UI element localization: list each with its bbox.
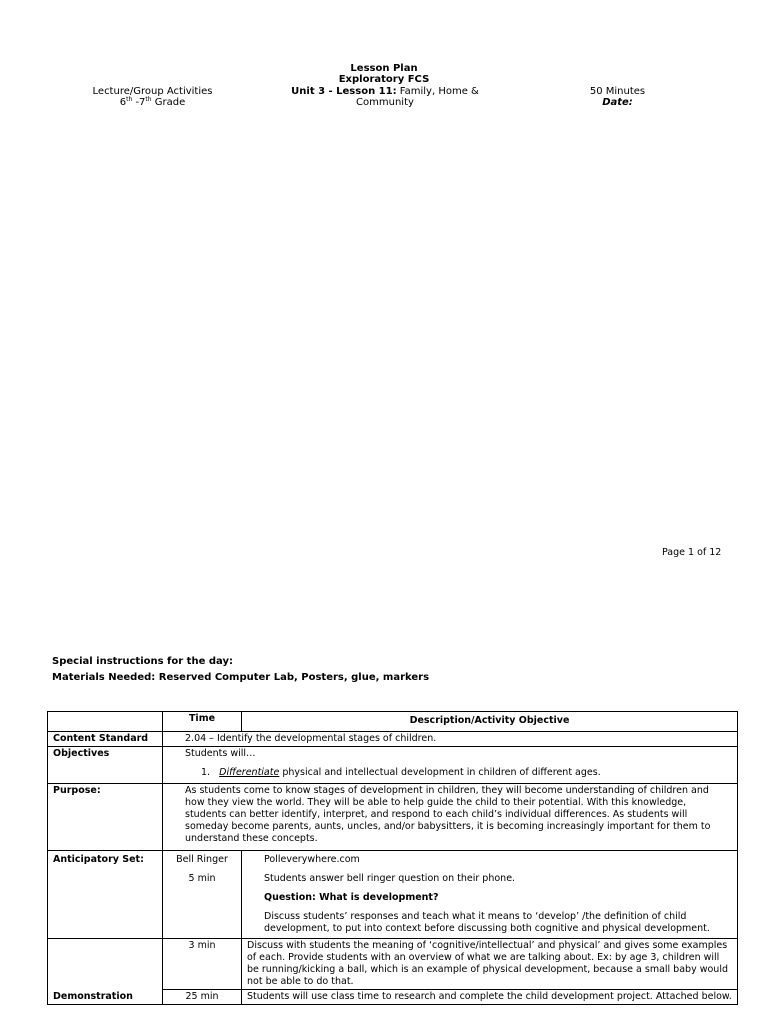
materials-needed: Materials Needed: Reserved Computer Lab, Posters, glue, markers xyxy=(52,672,430,683)
demonstration-label: Demonstration xyxy=(48,990,163,1005)
demo1-time: 3 min xyxy=(163,939,242,990)
header-description: Description/Activity Objective xyxy=(242,712,738,732)
demonstration-top-cell xyxy=(48,939,163,990)
table-header-row xyxy=(48,712,738,732)
demo1-text: Discuss with students the meaning of ‘cognitive/intellectual’ and physical’ and gives some examples of each. Provide students with an overview of what we are talking about. Ex: by age 3, children will be running/kicking a ball, which is an example of physical development, because a small baby would not be able to do that. xyxy=(242,939,738,990)
bell-ringer-question: Question: What is development? xyxy=(264,892,439,903)
header-empty-cell xyxy=(48,712,163,732)
course-title: Exploratory FCS xyxy=(338,74,430,85)
duration: 50 Minutes xyxy=(589,86,646,97)
grade-level: 6th -7th Grade xyxy=(119,96,186,108)
lecture-type: Lecture/Group Activities xyxy=(92,86,213,97)
objectives-cell xyxy=(163,747,738,784)
objectives-intro: Students will… xyxy=(185,748,256,759)
bell-ringer-desc: Students answer bell ringer question on their phone. xyxy=(264,873,516,884)
purpose-label: Purpose: xyxy=(48,784,163,851)
page-number: Page 1 of 12 xyxy=(662,547,722,558)
objective-item: 1. Differentiate physical and intellectual development in children of different ages. xyxy=(201,767,601,778)
unit-lesson: Unit 3 - Lesson 11: Family, Home & xyxy=(291,86,479,97)
table-row xyxy=(48,851,738,939)
discussion-text: Discuss students’ responses and teach what it means to ‘develop’ /the definition of child development, to put into context before discussing both cognitive and physical development. xyxy=(264,911,710,934)
anticipatory-desc-cell xyxy=(242,851,738,939)
table-row xyxy=(48,747,738,784)
content-standard-text: 2.04 – Identify the developmental stages of children. xyxy=(163,732,738,747)
demo2-text: Students will use class time to research and complete the child development project. Attached below. xyxy=(242,990,738,1005)
special-instructions: Special instructions for the day: xyxy=(52,656,233,667)
anticipatory-set-label: Anticipatory Set: xyxy=(48,851,163,939)
unit-lesson-line2: Community xyxy=(356,97,414,108)
table-row xyxy=(48,732,738,747)
date-label: Date: xyxy=(602,97,633,108)
anticipatory-time-cell xyxy=(163,851,242,939)
header-time: Time xyxy=(163,712,242,732)
content-standard-label: Content Standard xyxy=(48,732,163,747)
objectives-label: Objectives xyxy=(48,747,163,784)
bell-ringer-label: Bell Ringer xyxy=(176,854,228,865)
poll-site: Polleverywhere.com xyxy=(264,854,360,865)
lesson-table xyxy=(47,711,738,1005)
lesson-plan-title: Lesson Plan xyxy=(350,63,418,74)
bell-ringer-time: 5 min xyxy=(188,873,216,884)
table-row xyxy=(48,784,738,851)
purpose-text: As students come to know stages of development in children, they will become understanding of children and how they view the world. They will be able to help guide the child to their potential. With this knowledge, students can better identify, interpret, and respond to each child’s individual differences. As students will someday become parents, aunts, uncles, and/or babysitters, it is becoming increasingly important for them to understand these concepts. xyxy=(163,784,738,851)
table-row xyxy=(48,939,738,990)
demo2-time: 25 min xyxy=(163,990,242,1005)
table-row xyxy=(48,990,738,1005)
